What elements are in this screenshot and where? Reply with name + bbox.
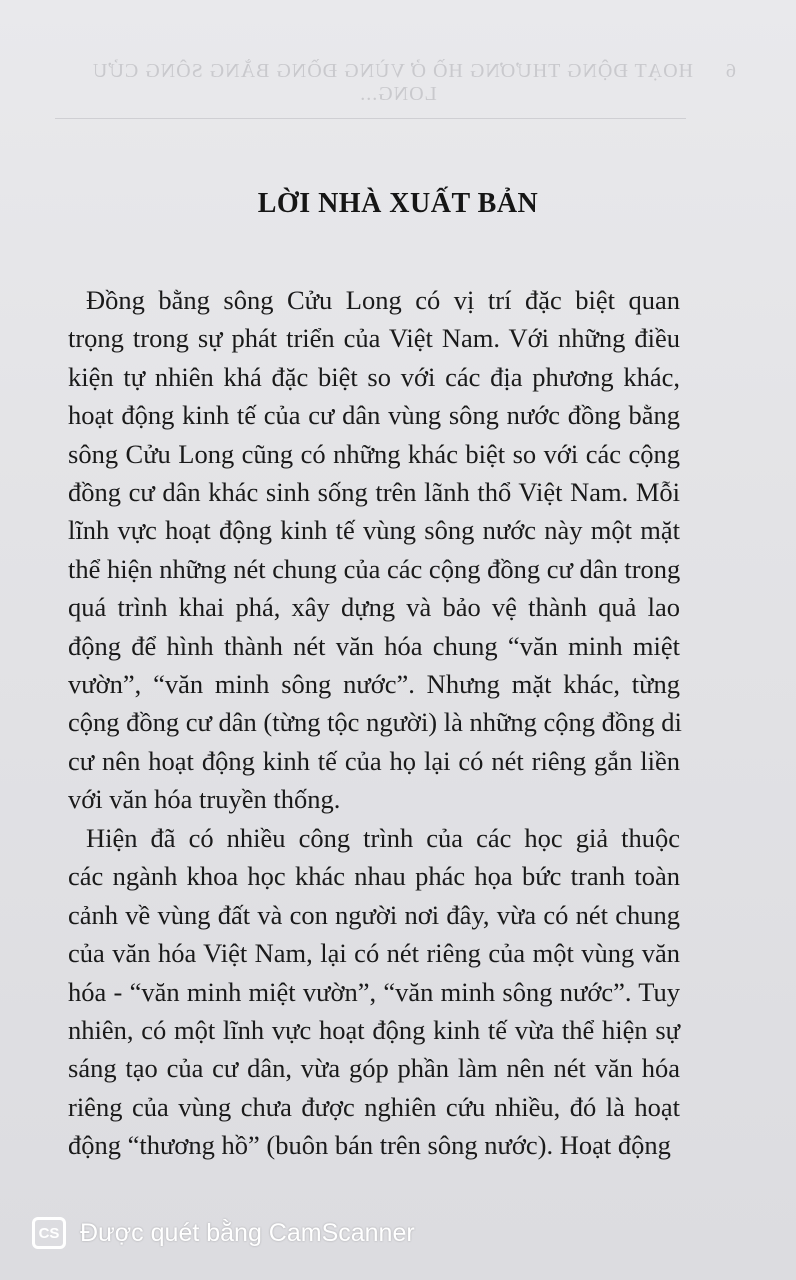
text-line: lĩnh vực hoạt động kinh tế vùng sông nước này một mặt xyxy=(68,515,680,546)
text-line: cộng đồng cư dân (từng tộc người) là những cộng đồng di xyxy=(68,707,682,738)
page-title: LỜI NHÀ XUẤT BẢN xyxy=(257,188,539,219)
text-line: thể hiện những nét chung của các cộng đồng cư dân trong xyxy=(68,553,681,584)
text-line: trọng trong sự phát triển của Việt Nam. Với những điều xyxy=(68,323,680,354)
bleed-through-running-head xyxy=(60,60,736,106)
camscanner-logo-icon: CS xyxy=(32,1217,66,1249)
text-line: của văn hóa Việt Nam, lại có nét riêng của một vùng văn xyxy=(68,938,680,969)
text-line: với văn hóa truyền thống. xyxy=(68,784,341,815)
bleed-through-page-number: 6 xyxy=(725,60,736,82)
text-line: Đồng bằng sông Cửu Long có vị trí đặc biệt quan xyxy=(86,285,680,315)
text-line: động để hình thành nét văn hóa chung “văn minh miệt xyxy=(68,630,680,661)
text-line: Hiện đã có nhiều công trình của các học giả thuộc xyxy=(86,823,680,853)
text-line: hóa - “văn minh miệt vườn”, “văn minh sông nước”. Tuy xyxy=(68,976,680,1007)
text-line: các ngành khoa học khác nhau phác họa bức tranh toàn xyxy=(68,861,680,892)
text-line: cư nên hoạt động kinh tế của họ lại có nét riêng gắn liền xyxy=(68,745,680,776)
paragraph-2 xyxy=(68,819,680,1165)
text-line: sông Cửu Long cũng có những khác biệt so với các cộng xyxy=(68,438,680,469)
camscanner-watermark xyxy=(32,1213,415,1253)
text-line: đồng cư dân khác sinh sống trên lãnh thổ Việt Nam. Mỗi xyxy=(68,477,680,508)
text-line: quá trình khai phá, xây dựng và bảo vệ thành quả lao xyxy=(68,592,680,623)
bleed-through-header-rule xyxy=(55,118,686,119)
paragraph-1 xyxy=(68,281,680,819)
text-line: riêng của vùng chưa được nghiên cứu nhiều, đó là hoạt xyxy=(68,1091,680,1122)
text-line: cảnh về vùng đất và con người nơi đây, vừa có nét chung xyxy=(68,899,680,930)
text-line: động “thương hồ” (buôn bán trên sông nước). Hoạt động xyxy=(68,1130,671,1161)
text-line: vườn”, “văn minh sông nước”. Nhưng mặt khác, từng xyxy=(68,669,680,700)
text-line: sáng tạo của cư dân, vừa góp phần làm nên nét văn hóa xyxy=(68,1053,680,1084)
text-line: hoạt động kinh tế của cư dân vùng sông nước đồng bằng xyxy=(68,400,680,431)
text-line: kiện tự nhiên khá đặc biệt so với các địa phương khác, xyxy=(68,361,680,392)
watermark-text: Được quét bằng CamScanner xyxy=(80,1218,415,1247)
text-line: nhiên, có một lĩnh vực hoạt động kinh tế vừa thể hiện sự xyxy=(68,1015,680,1046)
bleed-through-header-text: HOẠT ĐỘNG THƯƠNG HỒ Ở VÙNG ĐỒNG BẰNG SÔNG CỬU LONG... xyxy=(91,60,694,105)
